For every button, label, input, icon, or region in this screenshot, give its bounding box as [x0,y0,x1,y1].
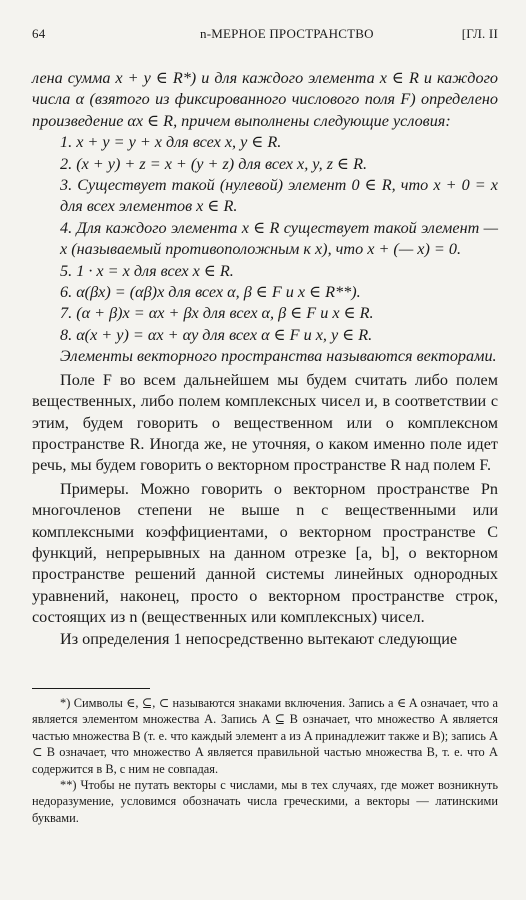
axiom-item-7: 7. (α + β)x = αx + βx для всех α, β ∈ F и x ∈ R. [60,304,374,323]
footnote-2: **) Чтобы не путать векторы с числами, мы в тех случаях, где может возникнуть недоразумение, условимся обозначать числа греческими, а векторы — латинскими буквами. [32,778,498,825]
footnotes [32,688,498,826]
closing-paragraph: Из определения 1 непосредственно вытекают следующие [60,629,458,648]
page-number: 64 [32,26,46,41]
intro-paragraph: лена сумма x + y ∈ R*) и для каждого элемента x ∈ R и каждого числа α (взятого из фиксированного числового поля F) определено произведение αx ∈ R, причем выполнены следующие условия: [32,69,498,130]
axiom-item-3: 3. Существует такой (нулевой) элемент 0 ∈ R, что x + 0 = x для всех элементов x ∈ R. [60,176,498,216]
field-paragraph: Поле F во всем дальнейшем мы будем считать либо полем вещественных, либо полем комплексных чисел и, в соответствии с этим, будем говорить о вещественном или о комплексном пространстве R. Иногда же, не уточняя, о каком именно поле идет речь, мы будем говорить о векторном пространстве R над полем F. [32,370,498,475]
axiom-item-8: 8. α(x + y) = αx + αy для всех α ∈ F и x, y ∈ R. [60,325,373,344]
examples-paragraph: Примеры. Можно говорить о векторном пространстве Pn многочленов степени не выше n с вещественными или комплексными коэффициентами, о векторном пространстве C функций, непрерывных на данном отрезке [a, b], о векторном пространстве решений данной системы линейных однородных уравнений, наконец, просто о векторном пространстве строк, состоящих из n (вещественных или комплексных) чисел. [32,479,498,627]
definition-note: Элементы векторного пространства называются векторами. [60,347,497,366]
footnote-rule [32,688,150,689]
axiom-item-6: 6. α(βx) = (αβ)x для всех α, β ∈ F и x ∈ R**). [60,283,361,302]
axiom-item-1: 1. x + y = y + x для всех x, y ∈ R. [60,133,282,152]
running-header [32,26,498,46]
footnote-1: *) Символы ∈, ⊆, ⊂ называются знаками включения. Запись a ∈ A означает, что a является элементом множества A. Запись A ⊆ B означает, что множество A является частью множества B (т. е. что каждый элемент a из A принадлежит также и B); запись A ⊂ B означает, что множество A является правильной частью множества B, т. е. что A содержится в B, с ним не совпадая. [32,696,498,776]
axiom-item-2: 2. (x + y) + z = x + (y + z) для всех x, y, z ∈ R. [60,154,368,173]
axiom-list [32,132,498,346]
axiom-item-5: 5. 1 · x = x для всех x ∈ R. [60,261,234,280]
chapter-label: [ГЛ. II [461,26,498,41]
main-text [32,68,498,650]
axiom-item-4: 4. Для каждого элемента x ∈ R существует такой элемент — x (называемый противоположным к x), что x + (— x) = 0. [60,218,498,259]
running-title: n-МЕРНОЕ ПРОСТРАНСТВО [200,26,374,41]
